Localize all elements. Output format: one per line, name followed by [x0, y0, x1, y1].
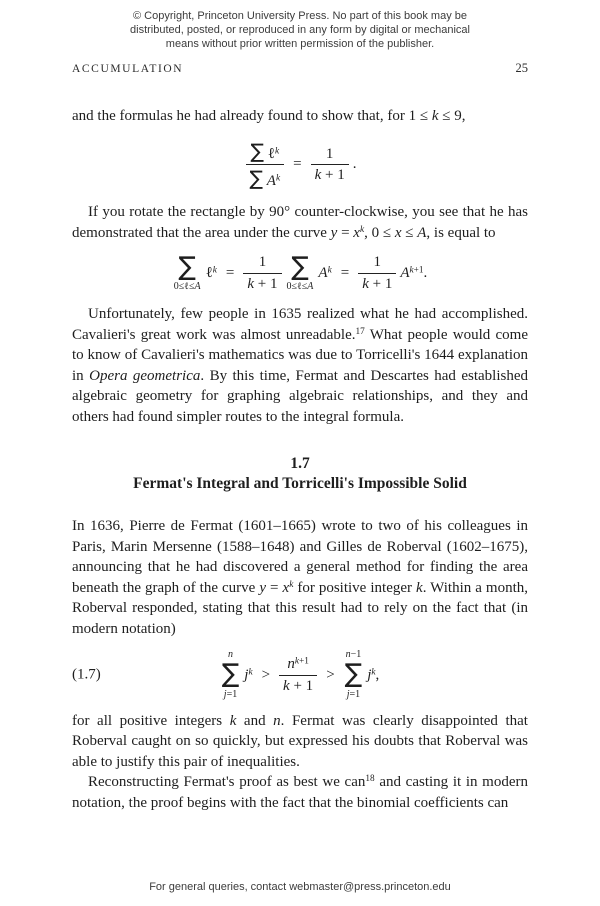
- text-segment: j: [367, 666, 372, 683]
- text-segment: and: [236, 712, 274, 729]
- text-segment: If you rotate the rectangle by 90° counter-clockwise, you see that he has demonstrated that the area under the curve: [72, 204, 528, 241]
- text-segment: Unfortunately, few people in 1635 realized what he had accomplished. Cavalieri's great work was almost unreadable.: [72, 306, 528, 343]
- text-segment: n: [345, 649, 351, 661]
- text-segment: y: [259, 579, 267, 596]
- text-segment: n: [287, 655, 295, 672]
- text-segment: k: [294, 656, 299, 667]
- text-segment: y: [330, 224, 338, 241]
- sigma-symbol: ∑: [291, 252, 309, 283]
- text-segment: and casting it in modern notation, the proof begins with the fact that the binomial coefficients can: [72, 774, 529, 811]
- text-segment: 17: [355, 326, 365, 337]
- summand-term: [318, 265, 331, 282]
- text-segment: k: [212, 265, 217, 276]
- display-equation-area: [72, 254, 528, 293]
- text-segment: k: [409, 265, 414, 276]
- copyright-notice: [0, 0, 600, 51]
- text-segment: −1: [350, 649, 362, 661]
- fraction-n-power-over-k-plus-1: [279, 656, 317, 695]
- text-segment: j: [244, 666, 249, 683]
- text-segment: 18: [365, 774, 375, 785]
- text-segment: n: [228, 649, 233, 661]
- text-segment: A: [417, 224, 427, 241]
- page-body: [72, 106, 528, 813]
- fraction-numerator: [283, 656, 313, 675]
- fraction-one-over-k-plus-1: [358, 254, 396, 293]
- text-segment: A: [266, 173, 276, 190]
- footer-contact: For general queries, contact webmaster@press.princeton.edu: [149, 881, 451, 893]
- text-segment: A: [307, 281, 314, 293]
- section-title: Fermat's Integral and Torricelli's Impossible Solid: [133, 475, 467, 493]
- paragraph-rotate-rectangle: [72, 202, 528, 243]
- text-segment: ≤: [401, 224, 418, 241]
- fraction-one-over-k-plus-1: [311, 146, 349, 185]
- text-segment: =: [266, 579, 283, 596]
- text-segment: k: [327, 265, 332, 276]
- sigma-symbol: ∑: [221, 659, 240, 690]
- summation-lower-limit: [174, 281, 201, 293]
- text-segment: ∑: [250, 138, 265, 163]
- summation-operator: [345, 649, 363, 700]
- text-segment: =1: [349, 688, 361, 700]
- result-term: [400, 265, 427, 282]
- text-segment: =: [337, 224, 354, 241]
- text-segment: 1: [325, 145, 334, 162]
- summation-lower-limit: [224, 689, 237, 701]
- text-segment: 0≤ℓ≤: [173, 281, 195, 293]
- text-segment: k: [359, 224, 365, 235]
- paragraph-fermat-letter: [72, 516, 528, 639]
- summand-term: [206, 265, 217, 282]
- section-number: 1.7: [290, 455, 310, 473]
- sigma-symbol: ∑: [344, 659, 363, 690]
- summand-term: [367, 667, 379, 684]
- copyright-line: © Copyright, Princeton University Press. No part of this book may be: [133, 10, 467, 22]
- equals-sign: =: [293, 156, 302, 173]
- text-segment: , 0 ≤: [364, 224, 395, 241]
- text-segment: ∑: [249, 166, 264, 191]
- text-segment: . By this time, Fermat and Descartes had established algebraic geometry for graphing algebraic relationships, and they and others had found simpler routes to the integral formula.: [72, 367, 529, 425]
- fraction-sum-ratio: [246, 140, 285, 191]
- text-segment: . Within a month, Roberval responded, stating that this result had to rely on the fact that (in modern notation): [72, 579, 529, 637]
- equals-sign: =: [225, 265, 235, 282]
- text-segment: k: [274, 145, 280, 156]
- text-segment: 1: [258, 254, 267, 271]
- text-segment: + 1: [254, 276, 278, 293]
- text-segment: k: [248, 666, 253, 677]
- fraction-denominator: [243, 273, 281, 293]
- display-equation-ratio: [72, 140, 528, 191]
- text-segment: A: [400, 265, 410, 282]
- text-segment: A: [318, 265, 328, 282]
- text-segment: A: [194, 281, 201, 293]
- greater-than-sign: >: [261, 666, 271, 683]
- fraction-numerator: [370, 254, 386, 273]
- text-segment: , is equal to: [426, 224, 496, 241]
- text-segment: x: [282, 579, 290, 596]
- text-segment: k: [247, 276, 255, 293]
- summand-term: [244, 667, 252, 684]
- text-segment: ℓ: [205, 265, 213, 282]
- summation-operator: [222, 649, 240, 700]
- summation-operator: [174, 254, 201, 293]
- text-segment: for all positive integers: [72, 712, 230, 729]
- text-segment: k: [289, 579, 294, 590]
- fraction-numerator: [255, 254, 271, 273]
- text-segment: ≤ 9,: [438, 108, 466, 124]
- text-segment: k: [431, 108, 439, 124]
- sigma-symbol: ∑: [178, 252, 196, 283]
- text-segment: x: [353, 224, 360, 241]
- text-segment: k: [283, 677, 290, 694]
- text-segment: + 1: [321, 167, 345, 184]
- text-segment: . Fermat was clearly disappointed that Roberval caught on so quickly, but expressed his doubts that Roberval was able to justify this pair of inequalities.: [72, 712, 528, 770]
- fraction-one-over-k-plus-1: [243, 254, 281, 293]
- text-segment: n: [273, 712, 281, 729]
- summation-operator: [287, 254, 314, 293]
- greater-than-sign: >: [326, 666, 335, 683]
- text-segment: + 1: [368, 276, 393, 293]
- display-equation-1-7: [72, 649, 528, 700]
- copyright-line: means without prior written permission of the publisher.: [165, 38, 435, 50]
- paragraph-inequalities: [72, 711, 528, 773]
- text-segment: =1: [226, 688, 238, 700]
- text-segment: k: [416, 579, 423, 596]
- paragraph-continuation: [72, 106, 528, 127]
- text-segment: 1: [373, 254, 381, 271]
- text-segment: k: [371, 666, 376, 677]
- fraction-numerator: [322, 146, 338, 165]
- section-heading: [72, 454, 528, 494]
- text-segment: 0≤ℓ≤: [286, 281, 308, 293]
- text-segment: + 1: [289, 677, 314, 694]
- text-segment: .: [423, 265, 428, 282]
- text-segment: Opera geometrica: [89, 367, 201, 384]
- text-segment: Reconstructing Fermat's proof as best we can: [88, 774, 366, 791]
- text-segment: +1: [413, 265, 424, 276]
- text-segment: and the formulas he had already found to show that, for 1 ≤: [72, 108, 432, 124]
- text-segment: k: [314, 167, 322, 184]
- text-segment: k: [362, 276, 369, 293]
- text-segment: ℓ: [264, 145, 275, 162]
- fraction-denominator: [279, 675, 317, 695]
- text-segment: j: [223, 688, 227, 700]
- running-header-title: ACCUMULATION: [72, 63, 184, 75]
- text-segment: What people would come to know of Cavalieri's mathematics was due to Torricelli's 1644 explanation in: [72, 326, 528, 384]
- page-number: 25: [515, 61, 528, 75]
- text-segment: k: [275, 173, 281, 184]
- copyright-line: distributed, posted, or reproduced in any form by digital or mechanical: [130, 24, 470, 36]
- fraction-denominator: [311, 164, 349, 184]
- text-segment: for positive integer: [293, 579, 417, 596]
- running-header: [72, 61, 528, 76]
- text-segment: In 1636, Pierre de Fermat (1601–1665) wrote to two of his colleagues in Paris, Marin Mersenne (1588–1648) and Gilles de Roberval (1602–1675), announcing that he had discovered a general method for finding the area beneath the graph of the curve: [72, 518, 528, 596]
- paragraph-reconstructing: [72, 772, 528, 813]
- summation-lower-limit: [287, 281, 314, 293]
- equals-sign: =: [340, 265, 350, 282]
- equation-number-label: (1.7): [72, 666, 101, 683]
- paragraph-unfortunately: [72, 304, 528, 427]
- text-segment: j: [346, 688, 350, 700]
- text-segment: k: [229, 712, 237, 729]
- equation-period: .: [352, 156, 357, 173]
- fraction-denominator: [246, 164, 285, 190]
- text-segment: +1: [298, 656, 309, 667]
- text-segment: ,: [375, 666, 380, 683]
- fraction-numerator: [247, 140, 284, 165]
- text-segment: x: [394, 224, 402, 241]
- fraction-denominator: [358, 273, 396, 293]
- summation-lower-limit: [347, 689, 360, 701]
